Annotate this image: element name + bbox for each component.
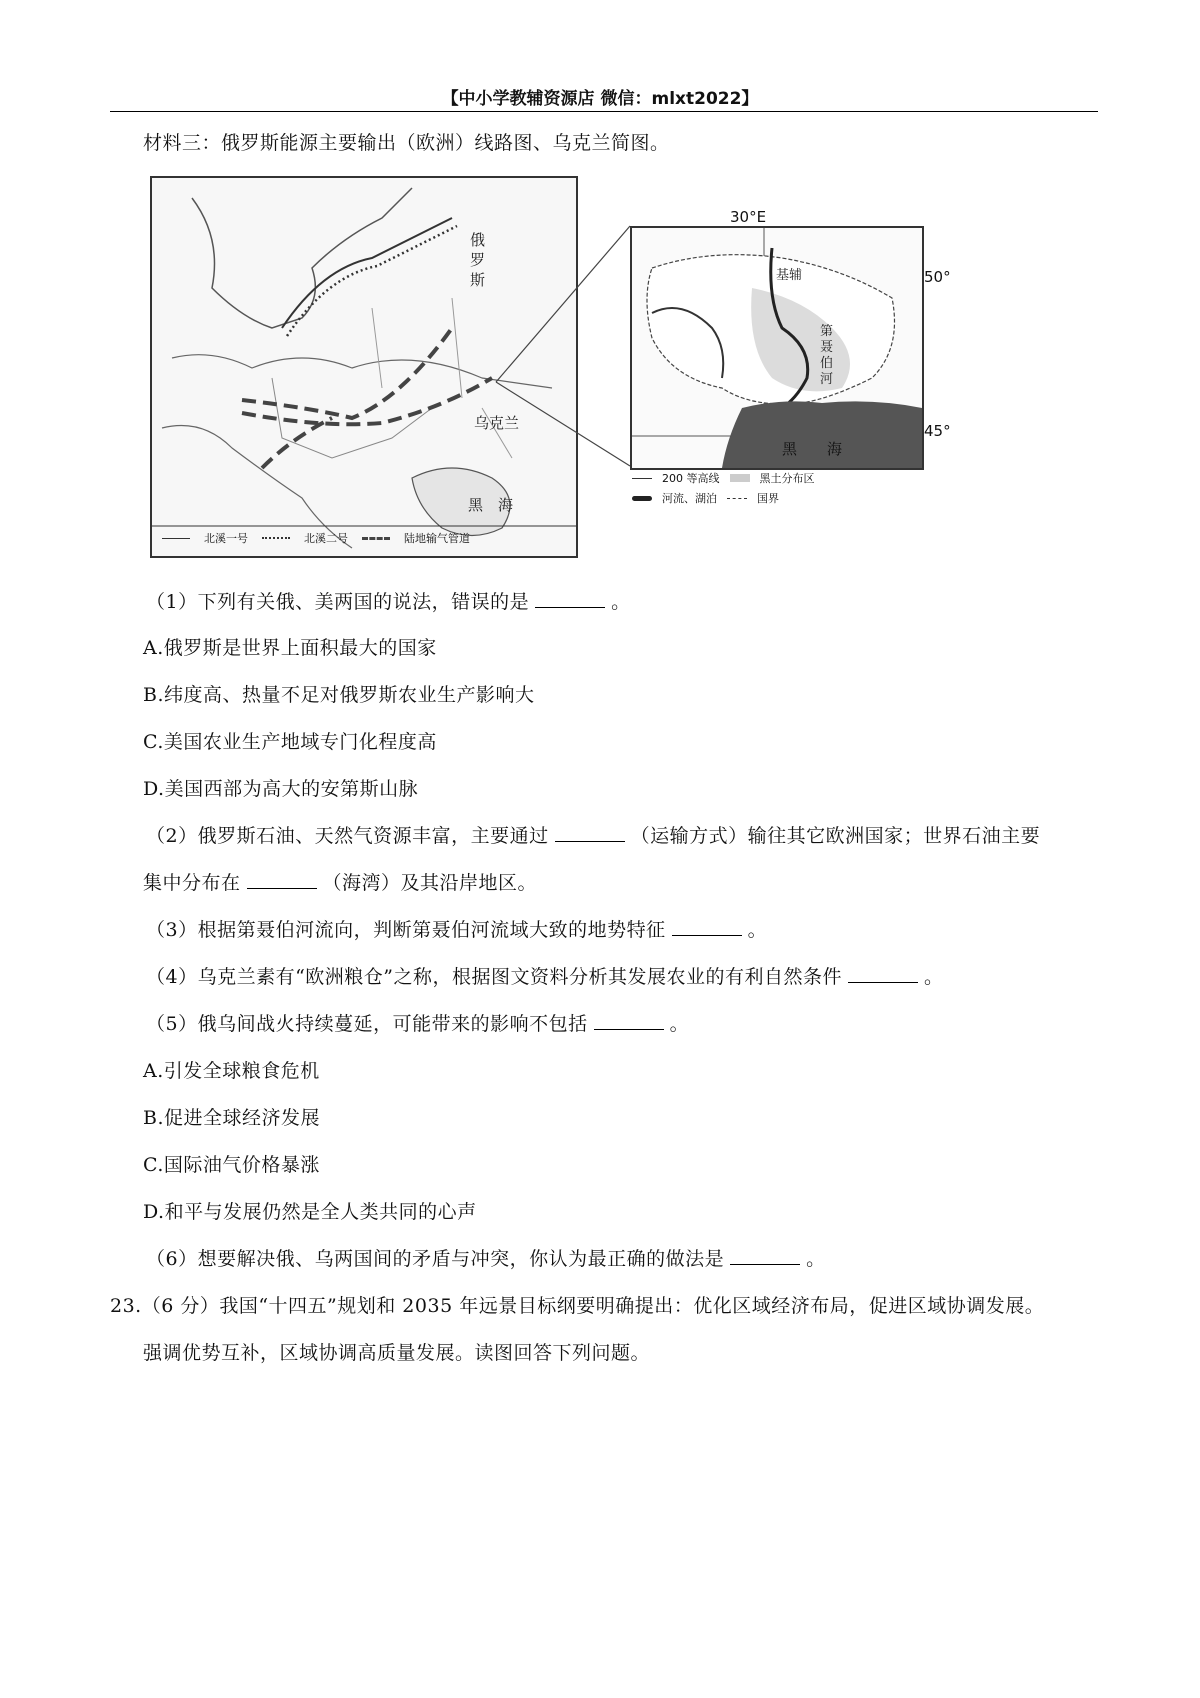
question-4 bbox=[146, 962, 944, 989]
right-map-legend bbox=[632, 470, 932, 506]
label-kyiv: 基辅 bbox=[776, 268, 803, 283]
period: 。 bbox=[806, 1248, 826, 1270]
option-1d: D.美国西部为高大的安第斯山脉 bbox=[143, 778, 419, 800]
question-3-text: （3）根据第聂伯河流向，判断第聂伯河流域大致的地势特征 bbox=[146, 919, 666, 941]
legend-nord-stream-1: 北溪一号 bbox=[204, 532, 248, 545]
period: 。 bbox=[924, 966, 944, 988]
ukraine-map bbox=[630, 226, 924, 470]
material-title: 材料三：俄罗斯能源主要输出（欧洲）线路图、乌克兰简图。 bbox=[143, 132, 670, 154]
question-1 bbox=[146, 587, 631, 614]
legend-river-swatch bbox=[632, 496, 652, 501]
answer-blank[interactable] bbox=[594, 1015, 664, 1030]
page-header: 【中小学教辅资源店 微信：mlxt2022】 bbox=[441, 89, 759, 109]
label-black-sea-right: 黑 海 bbox=[782, 440, 843, 458]
question-5 bbox=[146, 1009, 689, 1036]
question-23-line-2: 强调优势互补，区域协调高质量发展。读图回答下列问题。 bbox=[143, 1342, 651, 1364]
legend-contour-line bbox=[632, 478, 652, 479]
answer-blank[interactable] bbox=[555, 827, 625, 842]
question-4-text: （4）乌克兰素有“欧洲粮仓”之称，根据图文资料分析其发展农业的有利自然条件 bbox=[146, 966, 843, 988]
answer-blank[interactable] bbox=[535, 593, 605, 608]
legend-border-line bbox=[727, 498, 747, 499]
option-1b: B.纬度高、热量不足对俄罗斯农业生产影响大 bbox=[143, 684, 535, 706]
label-lat-45: 45° bbox=[924, 422, 951, 440]
label-black-sea: 黑 海 bbox=[468, 496, 514, 514]
legend-river: 河流、湖泊 bbox=[662, 492, 717, 505]
legend-land-pipeline: 陆地输气管道 bbox=[404, 532, 470, 545]
option-1a: A.俄罗斯是世界上面积最大的国家 bbox=[143, 637, 437, 659]
label-dnieper: 第聂伯河 bbox=[820, 324, 834, 387]
question-23-line-1: 23.（6 分）我国“十四五”规划和 2035 年远景目标纲要明确提出：优化区域经济布局，促进区域协调发展。 bbox=[110, 1295, 1045, 1317]
question-2-text-a: （2）俄罗斯石油、天然气资源丰富，主要通过 bbox=[146, 825, 549, 847]
legend-contour: 200 等高线 bbox=[662, 472, 720, 485]
question-1-text: （1）下列有关俄、美两国的说法，错误的是 bbox=[146, 591, 530, 613]
period: 。 bbox=[669, 1013, 690, 1035]
question-2-text-d: （海湾）及其沿岸地区。 bbox=[322, 872, 538, 894]
question-2-line-1 bbox=[146, 821, 1040, 848]
question-2-line-2 bbox=[143, 868, 537, 895]
answer-blank[interactable] bbox=[848, 968, 918, 983]
question-2-text-b: （运输方式）输往其它欧洲国家；世界石油主要 bbox=[630, 825, 1041, 847]
answer-blank[interactable] bbox=[672, 921, 742, 936]
label-russia: 俄罗斯 bbox=[470, 231, 486, 289]
option-5b: B.促进全球经济发展 bbox=[143, 1107, 321, 1129]
legend-blacksoil: 黑土分布区 bbox=[759, 472, 815, 485]
label-30e: 30°E bbox=[730, 208, 767, 226]
label-ukraine: 乌克兰 bbox=[474, 414, 520, 432]
legend-nord-stream-2: 北溪二号 bbox=[304, 532, 348, 545]
legend-border: 国界 bbox=[757, 492, 779, 505]
question-3 bbox=[146, 915, 767, 942]
question-5-text: （5）俄乌间战火持续蔓延，可能带来的影响不包括 bbox=[146, 1013, 588, 1035]
option-1c: C.美国农业生产地域专门化程度高 bbox=[143, 731, 437, 753]
header-divider bbox=[110, 111, 1098, 112]
option-5a: A.引发全球粮食危机 bbox=[143, 1060, 320, 1082]
answer-blank[interactable] bbox=[730, 1250, 800, 1265]
answer-blank[interactable] bbox=[247, 874, 317, 889]
map-figure bbox=[150, 176, 951, 560]
period: 。 bbox=[611, 591, 631, 613]
period: 。 bbox=[747, 919, 768, 941]
label-lat-50: 50° bbox=[924, 268, 951, 286]
question-6 bbox=[146, 1244, 826, 1271]
question-2-text-c: 集中分布在 bbox=[143, 872, 241, 894]
legend-blacksoil-swatch bbox=[730, 474, 750, 482]
question-6-text: （6）想要解决俄、乌两国间的矛盾与冲突，你认为最正确的做法是 bbox=[146, 1248, 725, 1270]
option-5c: C.国际油气价格暴涨 bbox=[143, 1154, 320, 1176]
option-5d: D.和平与发展仍然是全人类共同的心声 bbox=[143, 1201, 477, 1223]
